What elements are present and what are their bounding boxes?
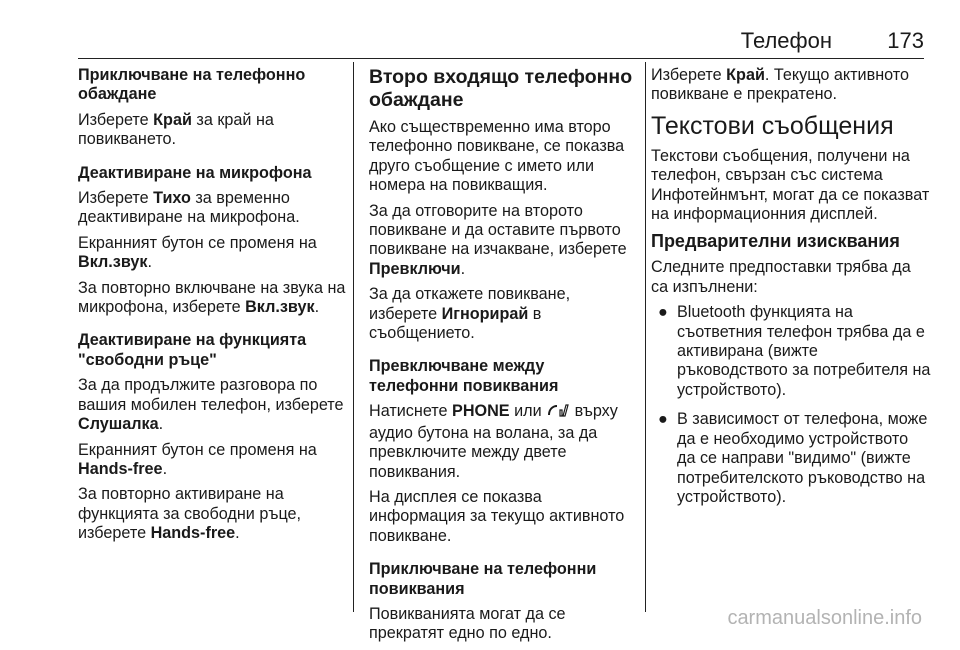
paragraph: На дисплея се показва информация за текущо активното повикване. (369, 487, 625, 545)
requirements-list (651, 303, 931, 507)
header-rule (78, 58, 924, 59)
paragraph: Текстови съобщения, получени на телефон, свързан със система Инфотейнмънт, могат да се показват на информационния дисплей. (651, 146, 930, 224)
section-heading: Второ входящо телефонно обаждане (369, 66, 633, 111)
phone-answer-icon (546, 402, 570, 423)
section-heading: Деактивиране на микрофона (78, 163, 312, 182)
section-heading: Деактивиране на функцията "свободни ръце" (78, 331, 307, 369)
column-divider-1 (353, 62, 354, 612)
paragraph: Следните предпоставки трябва да са изпълнени: (651, 258, 911, 296)
paragraph: Изберете Тихо за временно деактивиране на микрофона. (78, 189, 300, 227)
column-3 (651, 66, 931, 517)
subsection-heading: Предварителни изисквания (651, 231, 900, 252)
chapter-heading: Текстови съобщения (651, 111, 894, 140)
paragraph: За да отговорите на второто повикване и да оставите първото повикване на изчакване, изберете Превключи. (369, 201, 627, 278)
bullet-icon: ● (658, 303, 668, 322)
paragraph: Повикванията могат да се прекратят едно по едно. (369, 604, 566, 643)
list-item: ● Bluetooth функцията на съответния телефон трябва да е активирана (вижте ръководството за потребителя на устройството). (658, 303, 931, 399)
column-2 (369, 66, 637, 650)
page-number: 173 (887, 28, 924, 53)
column-divider-2 (645, 62, 646, 612)
column-1 (78, 66, 348, 550)
section-heading: Приключване на телефонни повиквания (369, 560, 597, 598)
list-item: ● В зависимост от телефона, може да е необходимо устройството да се направи "видимо" (вижте потребителското ръководство на устройството). (658, 410, 928, 506)
page-title: Телефон (740, 28, 832, 53)
paragraph: Изберете Край. Текущо активното повикване е прекратено. (651, 66, 910, 104)
paragraph: Изберете Край за край на повикването. (78, 110, 274, 149)
paragraph: Екранният бутон се променя на Вкл.звук. (78, 233, 317, 272)
paragraph: За повторно активиране на функцията за свободни ръце, изберете Hands-free. (78, 485, 302, 543)
bullet-icon: ● (658, 410, 668, 429)
paragraph: Екранният бутон се променя на Hands-free. (78, 440, 317, 478)
paragraph: Ако съществременно има второ телефонно повикване, се показва друго съобщение с името или номера на повикващия. (369, 118, 625, 195)
section-heading: Превключване между телефонни повиквания (369, 357, 559, 395)
paragraph: За да откажете повикване, изберете Игнорирай в съобщението. (369, 285, 571, 343)
page-header (0, 28, 960, 58)
paragraph: За повторно включване на звука на микрофона, изберете Вкл.звук. (78, 278, 346, 317)
section-heading: Приключване на телефонно обаждане (78, 66, 306, 104)
paragraph: За да продължите разговора по вашия мобилен телефон, изберете Слушалка. (78, 376, 344, 434)
paragraph: Натиснете PHONE или върху аудио бутона на волана, за да превключите между двете повиквания. (369, 402, 618, 481)
watermark: carmanualsonline.info (727, 607, 922, 629)
